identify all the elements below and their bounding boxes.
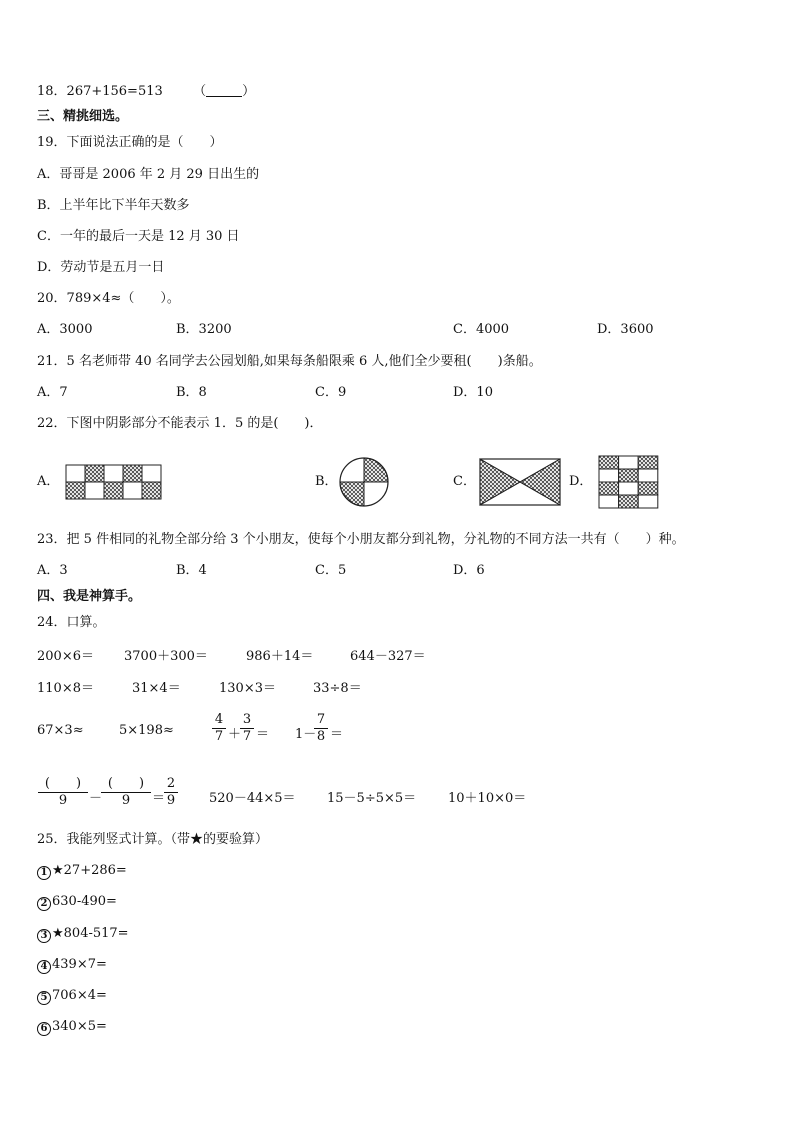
q22-figure-a: [65, 464, 163, 500]
q24-r4-c2: 520－44×5＝: [209, 791, 296, 806]
q24-r1-c1: 200×6＝: [37, 649, 94, 664]
q22-stem: 22．下图中阴影部分不能表示 1．5 的是( )．: [37, 416, 323, 431]
q24-r3-c2: 5×198≈: [119, 723, 174, 738]
q24-r2-c2: 31×4＝: [132, 681, 181, 696]
q24-frac1-a: 4 7: [212, 712, 226, 745]
circled-number: 6: [37, 1022, 51, 1036]
q24-frac3-eq: ＝: [152, 791, 166, 806]
q24-stem: 24．口算。: [37, 615, 106, 630]
circled-number: 5: [37, 991, 51, 1005]
q21-stem: 21．5 名老师带 40 名同学去公园划船,如果每条船限乘 6 人,他们全少要租( )条船。: [37, 354, 542, 369]
q24-frac1-b: 3 7: [240, 712, 254, 745]
q24-r2-c1: 110×8＝: [37, 681, 94, 696]
q20-stem: 20．789×4≈（ ）。: [37, 291, 180, 306]
q22-option-c-label[interactable]: C．: [453, 474, 476, 489]
circled-number: 4: [37, 960, 51, 974]
q19-option-a[interactable]: A．哥哥是 2006 年 2 月 29 日出生的: [37, 167, 260, 182]
q21-option-d[interactable]: D．10: [453, 385, 493, 400]
q25-item-4: 4 439×7=: [37, 957, 107, 974]
q20-option-d[interactable]: D．3600: [597, 322, 654, 337]
q24-frac1-op: ＋: [228, 727, 242, 742]
q21-option-b[interactable]: B．8: [176, 385, 207, 400]
circled-number: 2: [37, 897, 51, 911]
q24-frac3-b[interactable]: ( ) 9: [101, 776, 151, 809]
q18-paren-open: （: [193, 84, 207, 99]
q20-option-a[interactable]: A．3000: [37, 322, 93, 337]
q22-option-b-label[interactable]: B．: [315, 474, 338, 489]
section-3-title: 三、精挑细选。: [37, 109, 129, 124]
q23-option-c[interactable]: C．5: [315, 563, 347, 578]
q25-item-1: 1 ★27+286=: [37, 863, 127, 880]
q22-option-a-label[interactable]: A．: [37, 474, 60, 489]
q18-text: 18．267+156=513: [37, 84, 163, 99]
q24-frac2-eq: ＝: [330, 727, 344, 742]
q24-frac2-lead: 1－: [295, 727, 317, 742]
q21-option-a[interactable]: A．7: [37, 385, 68, 400]
q24-r4-c3: 15－5÷5×5＝: [327, 791, 417, 806]
section-4-title: 四、我是神算手。: [37, 589, 142, 604]
q24-r2-c3: 130×3＝: [219, 681, 276, 696]
q18-answer-blank[interactable]: [206, 84, 242, 97]
q19-stem: 19．下面说法正确的是（ ）: [37, 135, 223, 150]
q24-frac1-eq: ＝: [256, 727, 270, 742]
q20-option-b[interactable]: B．3200: [176, 322, 232, 337]
q24-r3-c1: 67×3≈: [37, 723, 84, 738]
q18-paren-close: ）: [242, 84, 256, 99]
q22-figure-d: [598, 455, 659, 509]
circled-number: 3: [37, 929, 51, 943]
q19-option-c[interactable]: C．一年的最后一天是 12 月 30 日: [37, 229, 240, 244]
q23-option-b[interactable]: B．4: [176, 563, 207, 578]
q24-r2-c4: 33÷8＝: [313, 681, 362, 696]
q24-frac3-c: 2 9: [164, 776, 178, 809]
q25-item-3: 3 ★804-517=: [37, 926, 129, 943]
q18-line: [37, 84, 255, 100]
q24-frac3-a[interactable]: ( ) 9: [38, 776, 88, 809]
q25-item-2: 2 630-490=: [37, 894, 117, 911]
q25-stem: 25．我能列竖式计算。（带★的要验算）: [37, 832, 269, 847]
circled-number: 1: [37, 866, 51, 880]
q19-option-b[interactable]: B．上半年比下半年天数多: [37, 198, 190, 213]
q23-option-a[interactable]: A．3: [37, 563, 68, 578]
q24-frac3-op: －: [89, 791, 103, 806]
q22-figure-b: [338, 456, 390, 508]
q24-r1-c4: 644－327＝: [350, 649, 426, 664]
q24-r4-c4: 10＋10×0＝: [448, 791, 527, 806]
q24-frac2: 7 8: [314, 712, 328, 745]
q21-option-c[interactable]: C．9: [315, 385, 347, 400]
q23-stem: 23．把 5 件相同的礼物全部分给 3 个小朋友，使每个小朋友都分到礼物，分礼物的不同方法一共有（ ）种。: [37, 532, 685, 547]
q24-r1-c2: 3700＋300＝: [124, 649, 208, 664]
q22-figure-c: [479, 458, 561, 506]
q24-r1-c3: 986＋14＝: [246, 649, 314, 664]
q22-option-d-label[interactable]: D．: [569, 474, 593, 489]
q25-item-6: 6 340×5=: [37, 1019, 107, 1036]
q20-option-c[interactable]: C．4000: [453, 322, 510, 337]
q19-option-d[interactable]: D．劳动节是五月一日: [37, 260, 165, 275]
q25-item-5: 5 706×4=: [37, 988, 107, 1005]
q23-option-d[interactable]: D．6: [453, 563, 485, 578]
